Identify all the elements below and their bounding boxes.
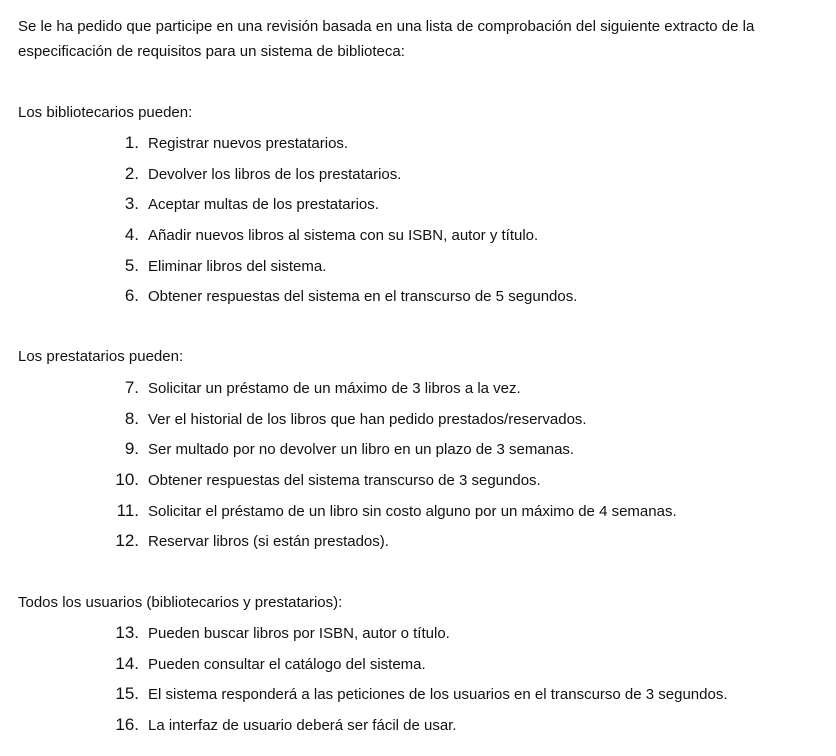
item-number: 14.: [115, 653, 139, 673]
list-item: [0, 284, 836, 315]
item-number: 15.: [115, 684, 139, 704]
item-text: La interfaz de usuario deberá ser fácil de usar.: [148, 717, 457, 735]
list-item: [0, 162, 836, 193]
item-text: Ver el historial de los libros que han pedido prestados/reservados.: [148, 410, 587, 428]
item-text: Añadir nuevos libros al sistema con su ISBN, autor y título.: [148, 227, 539, 245]
item-number: 1.: [124, 133, 139, 152]
item-text: Eliminar libros del sistema.: [148, 257, 327, 275]
list-item: [0, 223, 836, 254]
item-number: 10.: [115, 470, 139, 490]
librarians-requirements-list: [0, 131, 836, 315]
item-number: 4.: [124, 225, 139, 245]
section-heading-borrowers: Los prestatarios pueden:: [18, 348, 184, 365]
item-number: 8.: [124, 408, 139, 428]
list-item: [0, 713, 836, 744]
intro-paragraph: Se le ha pedido que participe en una revisión basada en una lista de comprobación del siguiente extracto de la especificación de requisitos para un sistema de biblioteca:: [18, 18, 755, 60]
list-item: [0, 376, 836, 407]
item-number: 5.: [124, 255, 139, 275]
list-item: [0, 407, 836, 438]
item-number: 12.: [115, 531, 139, 551]
list-item: [0, 254, 836, 285]
list-item: [0, 437, 836, 468]
item-text: Ser multado por no devolver un libro en un plazo de 3 semanas.: [148, 441, 575, 459]
item-text: Obtener respuestas del sistema en el transcurso de 5 segundos.: [148, 288, 578, 306]
item-text: Registrar nuevos prestatarios.: [148, 135, 349, 152]
item-text: Aceptar multas de los prestatarios.: [148, 196, 379, 214]
section-heading-all-users: Todos los usuarios (bibliotecarios y prestatarios):: [18, 594, 343, 611]
item-number: 13.: [115, 623, 139, 642]
item-text: Solicitar el préstamo de un libro sin costo alguno por un máximo de 4 semanas.: [148, 502, 677, 520]
item-text: Reservar libros (si están prestados).: [148, 533, 389, 551]
item-number: 9.: [124, 439, 139, 459]
item-text: Devolver los libros de los prestatarios.: [148, 165, 402, 183]
item-text: Pueden consultar el catálogo del sistema.: [148, 655, 426, 673]
all-users-requirements-list: [0, 621, 836, 744]
list-item: [0, 621, 836, 652]
list-item: [0, 682, 836, 713]
list-item: [0, 131, 836, 162]
item-text: Solicitar un préstamo de un máximo de 3 libros a la vez.: [148, 380, 521, 397]
borrowers-requirements-list: [0, 376, 836, 560]
item-number: 16.: [115, 715, 139, 735]
list-item: [0, 468, 836, 499]
list-item: [0, 192, 836, 223]
list-item: [0, 499, 836, 530]
item-text: El sistema responderá a las peticiones de los usuarios en el transcurso de 3 segundos.: [148, 686, 728, 704]
item-text: Obtener respuestas del sistema transcurso de 3 segundos.: [148, 472, 541, 490]
item-number: 7.: [124, 378, 139, 397]
section-heading-librarians: Los bibliotecarios pueden:: [18, 104, 193, 121]
list-item: [0, 529, 836, 560]
item-number: 11.: [116, 500, 139, 520]
item-number: 2.: [124, 163, 139, 183]
item-text: Pueden buscar libros por ISBN, autor o título.: [148, 625, 450, 642]
item-number: 3.: [124, 194, 139, 214]
item-number: 6.: [124, 286, 139, 306]
list-item: [0, 652, 836, 683]
